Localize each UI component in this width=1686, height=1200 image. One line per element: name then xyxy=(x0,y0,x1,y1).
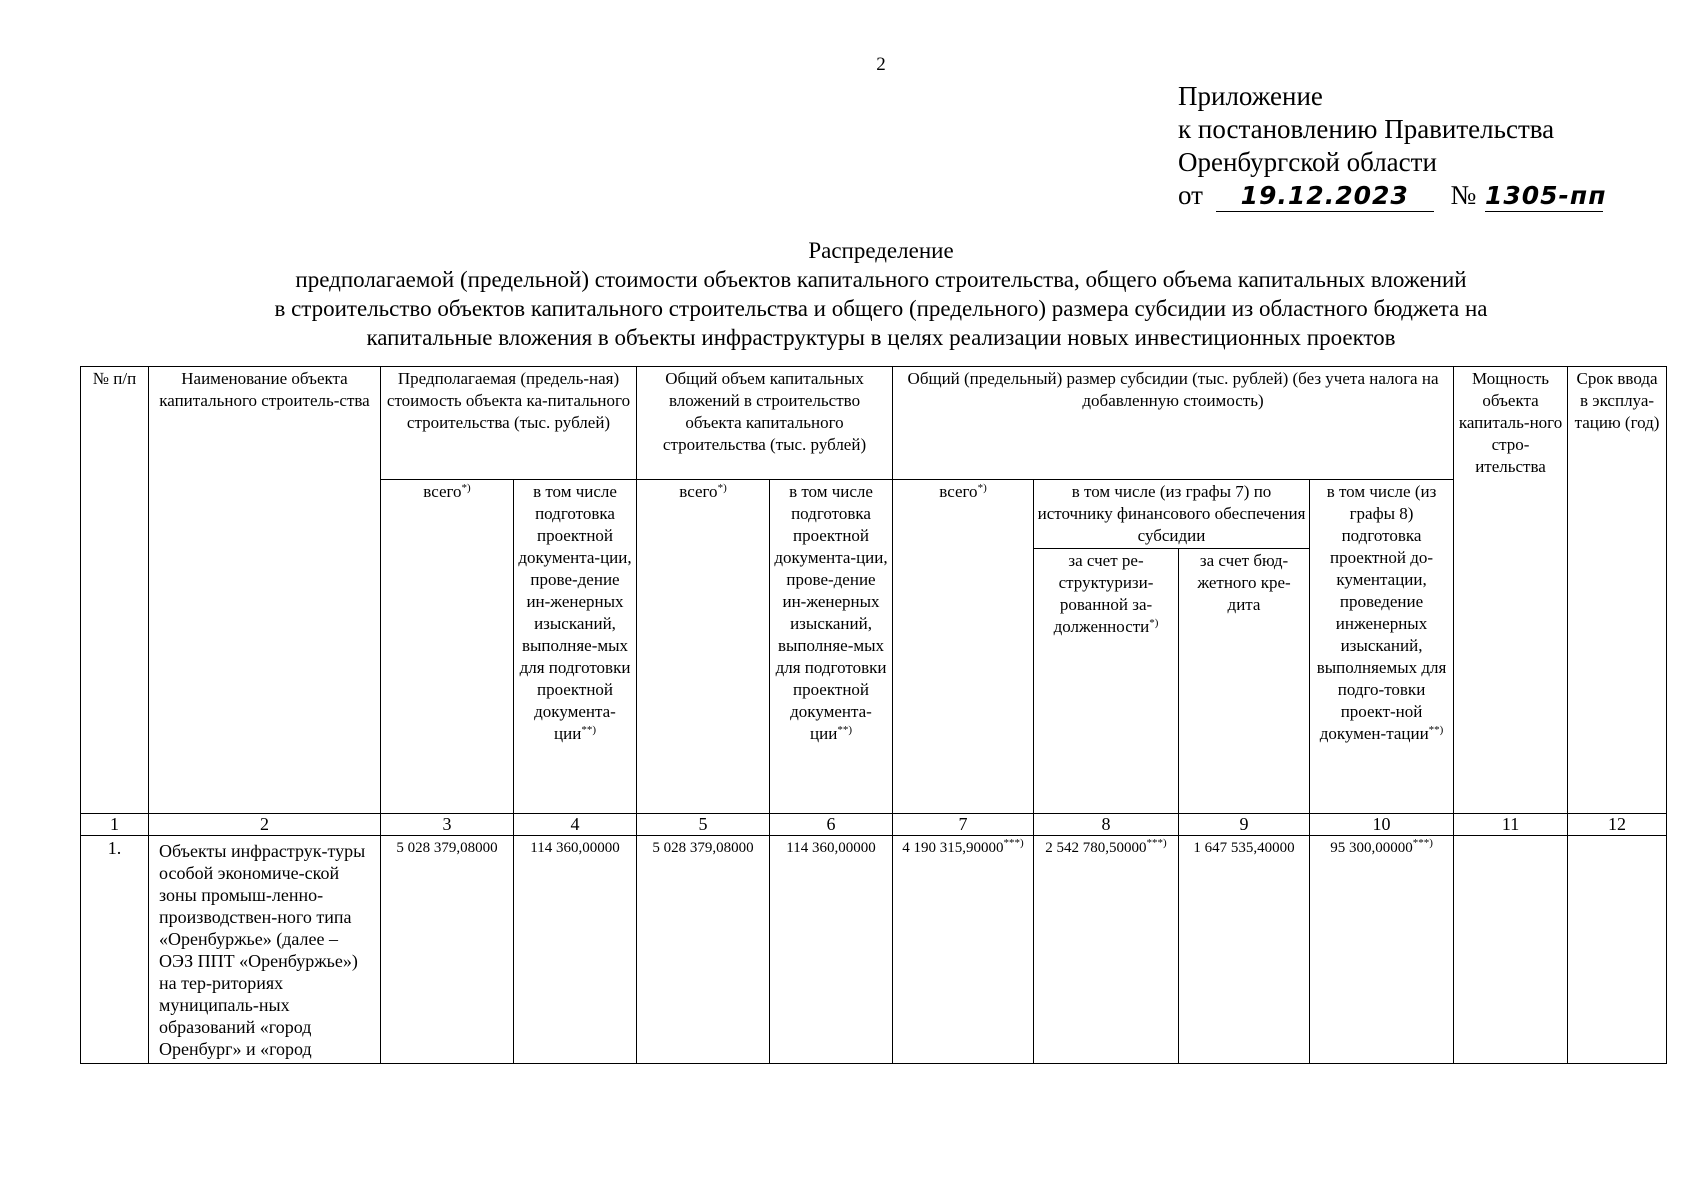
header-cost-design xyxy=(514,480,637,814)
header-subsidy-source: в том числе (из графы 7) по источнику финансового обеспечения субсидии xyxy=(1034,480,1310,549)
title-line-2: предполагаемой (предельной) стоимости объектов капитального строительства, общего объема капитальных вложений xyxy=(295,267,1467,292)
row-number: 1. xyxy=(81,836,149,1064)
footnote-mark: *) xyxy=(1149,617,1159,629)
header-invest-design xyxy=(770,480,893,814)
title-line-3: в строительство объектов капитального строительства и общего (предельного) размера субсидии из областного бюджета на xyxy=(274,296,1488,321)
document-title xyxy=(0,236,1686,352)
page-number: 2 xyxy=(876,54,886,75)
column-number: 11 xyxy=(1454,814,1568,836)
header-no: № п/п xyxy=(81,367,149,814)
title-line-4: капитальные вложения в объекты инфраструктуры в целях реализации новых инвестиционных проектов xyxy=(366,325,1396,350)
footnote-mark: ***) xyxy=(1412,837,1433,849)
resolution-date: 19.12.2023 xyxy=(1216,181,1434,212)
column-number: 3 xyxy=(381,814,514,836)
header-restructured-debt-label: за счет ре-структуризи-рованной за-долженности xyxy=(1053,551,1154,636)
column-number: 8 xyxy=(1034,814,1179,836)
row-subsidy-design-value: 95 300,00000 xyxy=(1330,840,1413,856)
row-subsidy-design xyxy=(1310,836,1454,1064)
header-subsidy-design xyxy=(1310,480,1454,814)
row-cost-design: 114 360,00000 xyxy=(514,836,637,1064)
footnote-mark: *) xyxy=(461,482,471,494)
header-cost-total-label: всего xyxy=(423,482,462,501)
header-object-name: Наименование объекта капитального строитель-ства xyxy=(149,367,381,814)
appendix-block xyxy=(1178,80,1607,212)
header-estimated-cost: Предполагаемая (предель-ная) стоимость объекта ка-питального строительства (тыс. рублей) xyxy=(381,367,637,480)
footnote-mark: **) xyxy=(837,724,852,736)
footnote-mark: *) xyxy=(717,482,727,494)
column-number: 7 xyxy=(893,814,1034,836)
title-line-1: Распределение xyxy=(808,238,954,263)
header-subsidy-design-label: в том числе (из графы 8) подготовка проектной до-кументации, проведение инженерных изысканий, выполняемых для подго-товки проект-ной докумен-тации xyxy=(1316,482,1447,743)
row-subsidy-restructured xyxy=(1034,836,1179,1064)
footnote-mark: *) xyxy=(977,482,987,494)
row-invest-total: 5 028 379,08000 xyxy=(637,836,770,1064)
row-invest-design: 114 360,00000 xyxy=(770,836,893,1064)
row-subsidy-restructured-value: 2 542 780,50000 xyxy=(1045,840,1147,856)
row-term xyxy=(1568,836,1667,1064)
resolution-number: 1305-пп xyxy=(1484,181,1607,210)
footnote-mark: ***) xyxy=(1003,837,1024,849)
header-subsidy: Общий (предельный) размер субсидии (тыс. рублей) (без учета налога на добавленную стоимость) xyxy=(893,367,1454,480)
column-number: 12 xyxy=(1568,814,1667,836)
column-number: 2 xyxy=(149,814,381,836)
header-cost-total xyxy=(381,480,514,814)
row-power xyxy=(1454,836,1568,1064)
footnote-mark: ***) xyxy=(1146,837,1167,849)
column-number: 1 xyxy=(81,814,149,836)
column-number-row xyxy=(81,814,1667,836)
header-invest-design-label: в том числе подготовка проектной документа-ции, прове-дение ин-женерных изысканий, выполняе-мых для подготовки проектной документа-ции xyxy=(774,482,888,743)
header-commissioning-term: Срок ввода в эксплуа-тацию (год) xyxy=(1568,367,1667,814)
column-number: 9 xyxy=(1179,814,1310,836)
column-number: 10 xyxy=(1310,814,1454,836)
from-label: от xyxy=(1178,180,1203,210)
column-number: 5 xyxy=(637,814,770,836)
number-label: № xyxy=(1450,180,1477,210)
header-budget-credit: за счет бюд-жетного кре-дита xyxy=(1179,549,1310,814)
footnote-mark: **) xyxy=(1428,724,1444,736)
header-restructured-debt xyxy=(1034,549,1179,814)
appendix-date-number-line xyxy=(1178,179,1607,212)
header-invest-total-label: всего xyxy=(679,482,718,501)
header-subsidy-total xyxy=(893,480,1034,814)
appendix-region-line: Оренбургской области xyxy=(1178,147,1437,177)
row-subsidy-credit: 1 647 535,40000 xyxy=(1179,836,1310,1064)
row-cost-total: 5 028 379,08000 xyxy=(381,836,514,1064)
row-subsidy-total-value: 4 190 315,90000 xyxy=(902,840,1004,856)
appendix-title: Приложение xyxy=(1178,81,1323,111)
row-subsidy-total xyxy=(893,836,1034,1064)
appendix-resolution-line: к постановлению Правительства xyxy=(1178,114,1555,144)
header-subsidy-total-label: всего xyxy=(939,482,978,501)
table-row xyxy=(81,836,1667,1064)
header-capital-investment: Общий объем капитальных вложений в строительство объекта капитального строительства (тыс. рублей) xyxy=(637,367,893,480)
column-number: 4 xyxy=(514,814,637,836)
footnote-mark: **) xyxy=(581,724,596,736)
header-invest-total xyxy=(637,480,770,814)
distribution-table xyxy=(80,366,1667,1064)
header-cost-design-label: в том числе подготовка проектной документа-ции, прове-дение ин-женерных изысканий, выполняе-мых для подготовки проектной документа-ции xyxy=(518,482,632,743)
row-object-name: Объекты инфраструк-туры особой экономиче-ской зоны промыш-ленно-производствен-ного типа «Оренбуржье» (далее – ОЭЗ ППТ «Оренбуржье») на тер-риториях муниципаль-ных образований «город Оренбург» и «город xyxy=(149,836,381,1064)
header-power: Мощность объекта капиталь-ного стро-ительства xyxy=(1454,367,1568,814)
column-number: 6 xyxy=(770,814,893,836)
